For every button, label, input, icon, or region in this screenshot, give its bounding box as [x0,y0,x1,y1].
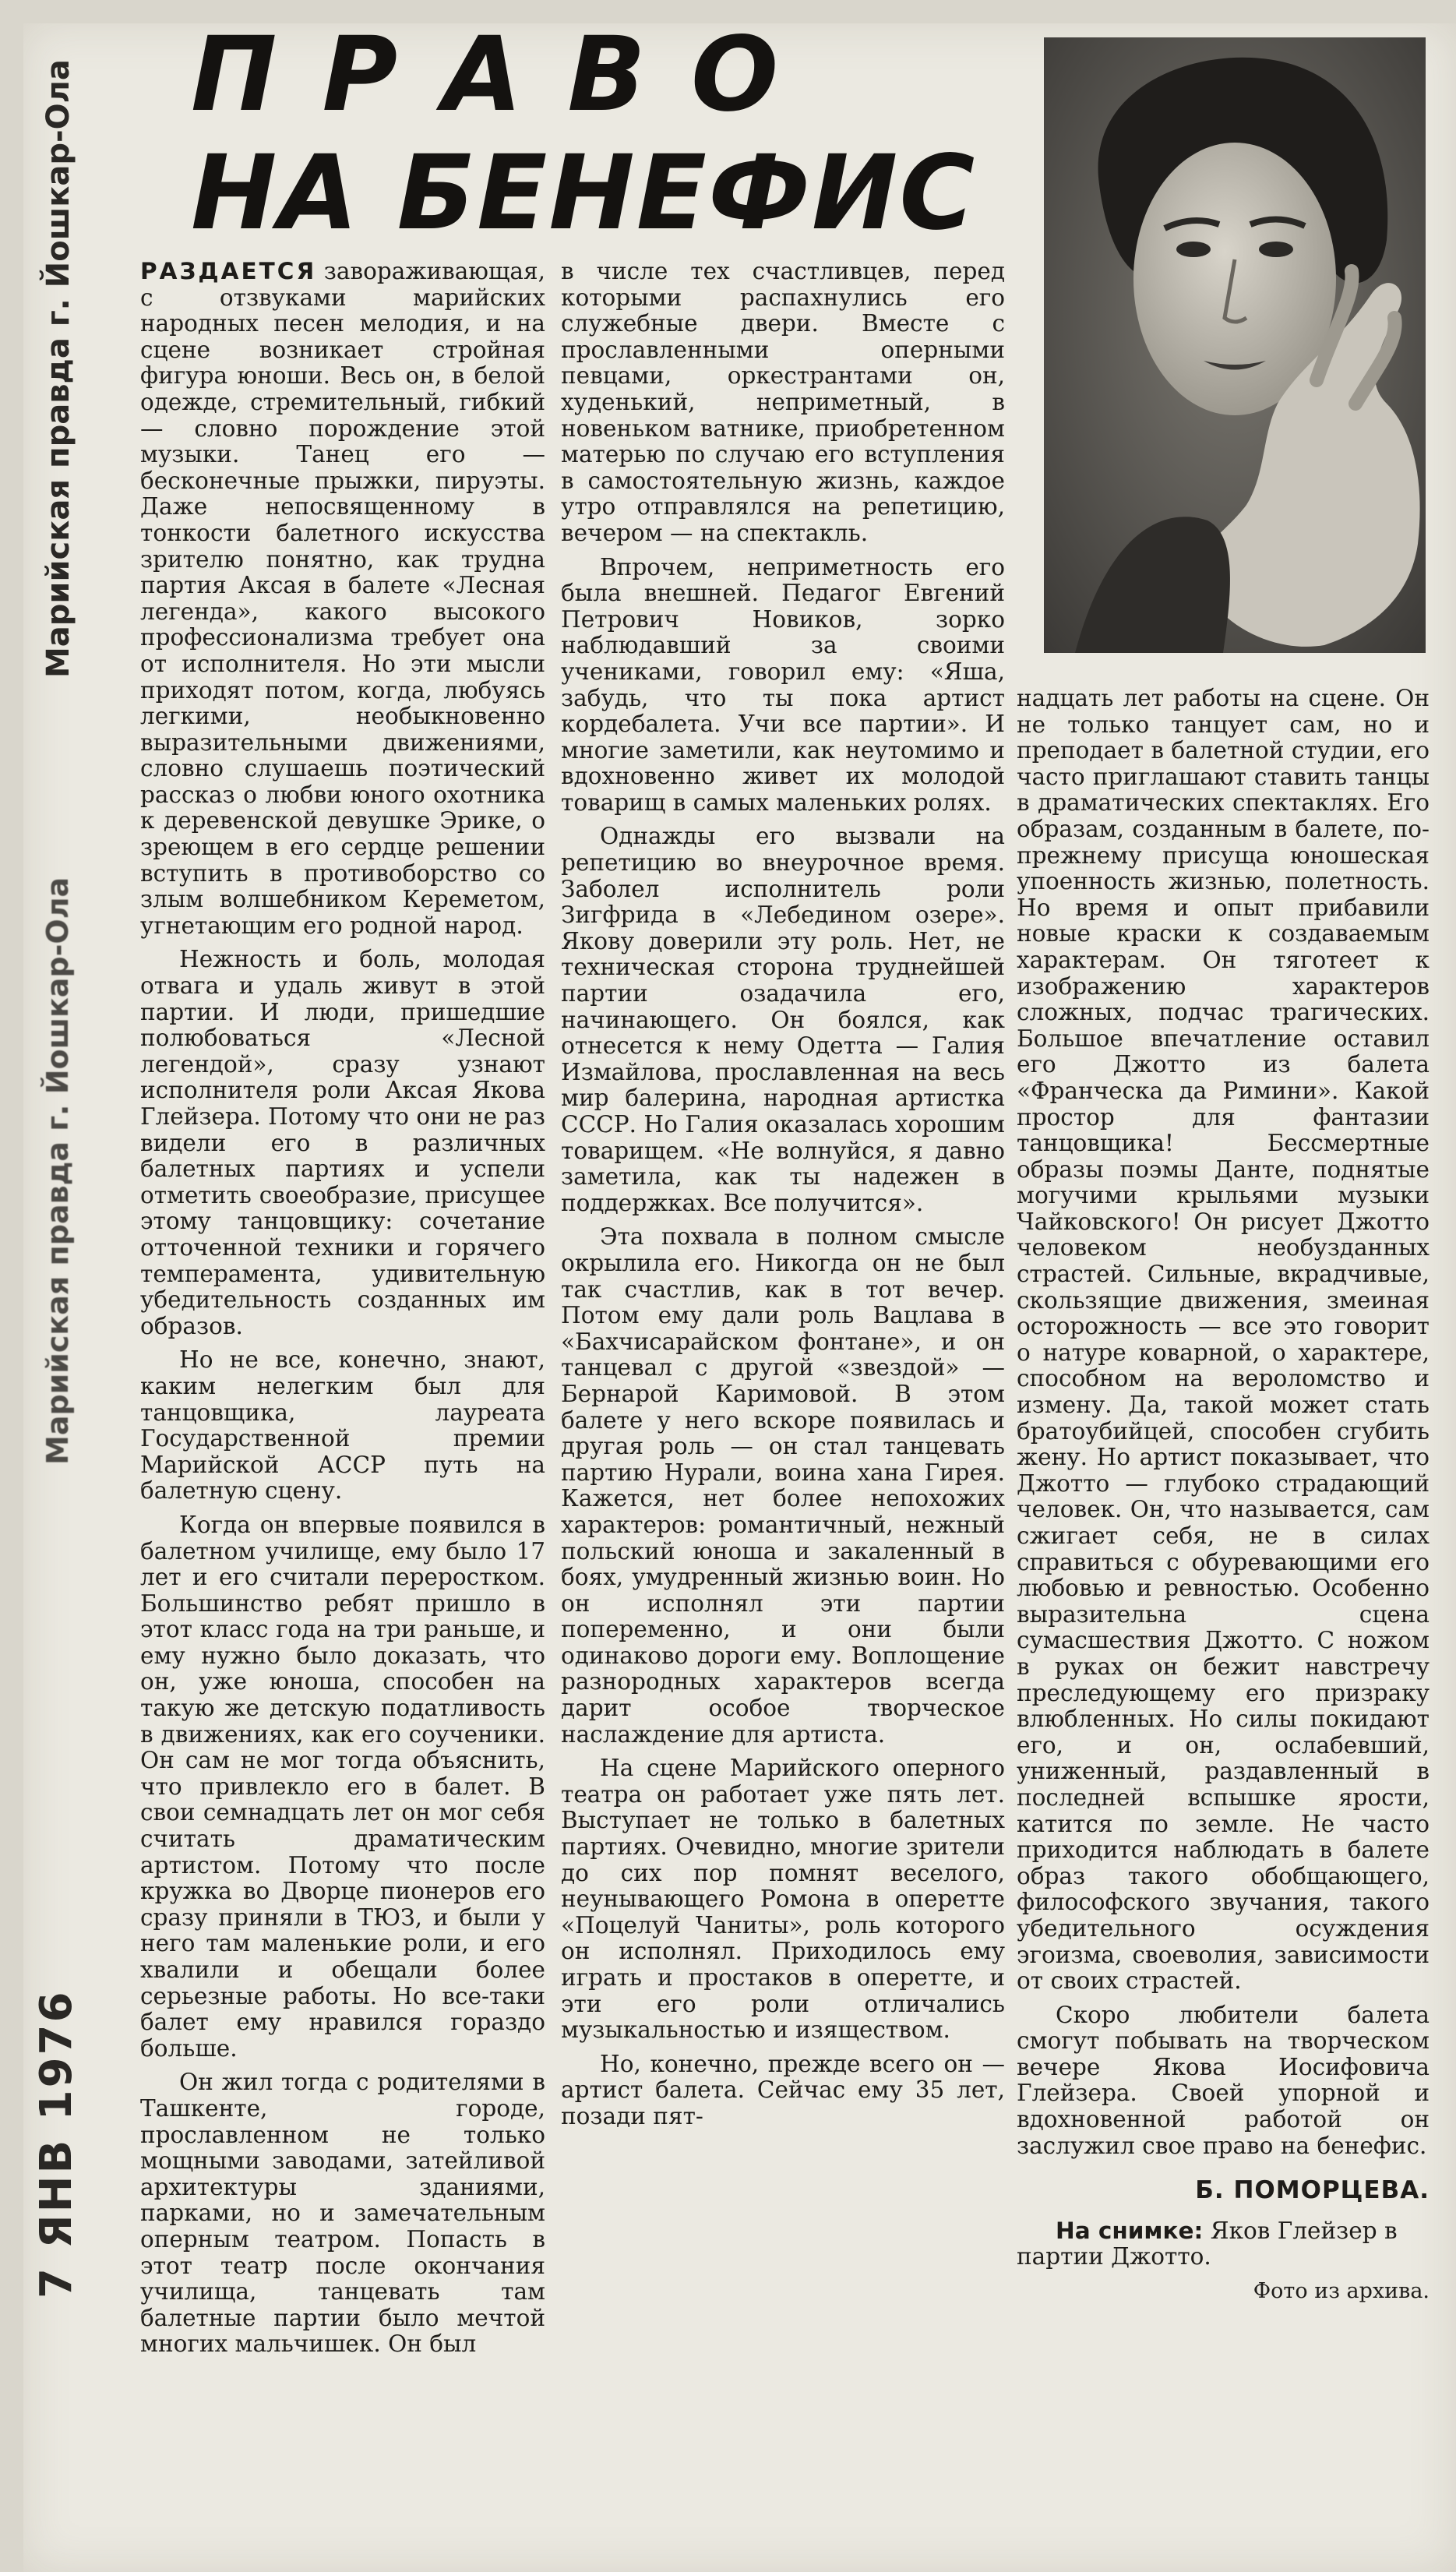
paragraph: РАЗДАЕТСЯ завораживающая, с отзвуками марийских народных песен мелодия, и на сцене возникает стройная фигура юноши. Весь он, в белой одежде, стремительный, гибкий — словно порождение этой музыки. Танец его — бесконечные прыжки, пируэты. Даже непосвященному в тонкости балетного искусства зрителю понятно, как трудна партия Аксая в балете «Лесная легенда», какого высокого профессионализма требует она от исполнителя. Но эти мысли приходят потом, когда, любуясь легкими, необыкновенно выразительными движениями, словно слушаешь поэтический рассказ о любви юного охотника к деревенской девушке Эрике, о зреющем в его сердце решении вступить в противоборство со злым волшебником Кереметом, угнетающим его родной народ. [140,258,545,939]
headline [191,16,976,252]
newspaper-name-note: Марийская правда г. Йошкар-Ола [41,59,76,678]
paragraph: надцать лет работы на сцене. Он не только танцует сам, но и преподает в балетной студии, его часто приглашают ставить танцы в драматических спектаклях. Его образам, созданным в балете, по-прежнему присуща юношеская упоенность жизнью, полетность. Но время и опыт прибавили новые краски к создаваемым характерам. Он тяготеет к изображению характеров сложных, подчас трагических. Большое впечатление оставил его Джотто из балета «Франческа да Римини». Какой простор для фантазии танцовщика! Бессмертные образы поэмы Данте, поднятые могучими крыльями музыки Чайковского! Он рисует Джотто человеком необузданных страстей. Сильные, вкрадчивые, скользящие движения, змеиная осторожность — все это говорит о натуре коварной, о характере, способном на вероломство и измену. Да, такой может стать братоубийцей, способен сгубить жену. Но артист показывает, что Джотто — глубоко страдающий человек. Он, что называется, сам сжигает себя, не в силах справиться с обуревающими его любовью и ревностью. Особенно выразительна сцена сумасшествия Джотто. С ножом в руках он бежит навстречу преследующему его призраку влюбленных. Но силы покидают его, и он, ослабевший, униженный, раздавленный в последней вспышке ярости, катится по земле. Не часто приходится наблюдать в балете образ такого обобщающего, философского звучания, такого убедительного осуждения эгоизма, своеволия, зависимости от своих страстей. [1017,685,1430,1995]
headline-line-1: ПРАВО [191,15,824,135]
paragraph: На сцене Марийского оперного театра он работает уже пять лет. Выступает не только в балетных партиях. Очевидно, многие зрители до сих пор помнят веселого, неунывающего Ромона в оперетте «Поцелуй Чаниты», роль которого он исполнял. Приходилось ему играть и простаков в оперетте, и эти его роли отличались музыкальностью и изяществом. [561,1755,1005,2044]
article-column-1 [140,259,545,2366]
paragraph: в числе тех счастливцев, перед которыми распахнулись его служебные двери. Вместе с прославленными оперными певцами, оркестрантами он, худенький, неприметный, в новеньком ватнике, приобретенном матерью по случаю его вступления в самостоятельную жизнь, каждое утро отправлялся на репетицию, вечером — на спектакль. [561,258,1005,546]
paragraph: Эта похвала в полном смысле окрылила его. Никогда он не был так счастлив, как в тот вечер. Потом ему дали роль Вацлава в «Бахчисарайском фонтане», и он танцевал с другой «звездой» — Бернарой Каримовой. В этом балете у него вскоре появилась и другая роль — он стал танцевать партию Нурали, воина хана Гирея. Кажется, нет более непохожих характеров: романтичный, нежный польский юноша и закаленный в боях, умудренный жизнью воин. Но он исполнял эти партии попеременно, и они были одинаково дороги ему. Воплощение разнородных характеров всегда дарит особое творческое наслаждение для артиста. [561,1223,1005,1748]
article-column-2 [561,259,1005,2138]
paragraph: Он жил тогда с родителями в Ташкенте, городе, прославленном не только мощными заводами, затейливой архитектуры зданиями, парками, но и замечательным оперным театром. Попасть в этот театр после окончания училища, танцевать там балетные партии было мечтой многих мальчишек. Он был [140,2069,545,2358]
lead-word: РАЗДАЕТСЯ [140,258,317,284]
paragraph: Впрочем, неприметность его была внешней. Педагог Евгений Петрович Новиков, зорко наблюдавший за своими учениками, говорил ему: «Яша, забудь, что ты пока артист кордебалета. Учи все партии». И многие заметили, как неутомимо и вдохновенно живет их молодой товарищ в самых маленьких ролях. [561,553,1005,816]
caption-label: На снимке: [1056,2217,1204,2244]
caption-text: Яков Глейзер в партии Джотто. [1017,2217,1398,2270]
paragraph: Когда он впервые появился в балетном училище, ему было 17 лет и его считали переростком. Большинство ребят пришло в этот класс года на три раньше, и ему нужно было доказать, что он, уже юноша, способен на такую же детскую податливость в движениях, как его соученики. Он сам не мог тогда объяснить, что привлекло его в балет. В свои семнадцать лет он мог себя считать драматическим артистом. Потому что после кружка во Дворце пионеров его сразу приняли в ТЮЗ, и были у него там маленькие роли, и его хвалили и обещали более серьезные работы. Но все-таки балет ему нравился гораздо больше. [140,1511,545,2062]
newspaper-name-note-faded: Марийская правда г. Йошкар-Ола [41,877,75,1465]
portrait-photo [1044,37,1426,653]
article-column-3 [1017,686,1430,2313]
paragraph: Но не все, конечно, знают, каким нелегким был для танцовщика, лауреата Государственной премии Марийской АССР путь на балетную сцену. [140,1346,545,1505]
paragraph: Однажды его вызвали на репетицию во внеурочное время. Заболел исполнитель роли Зигфрида в «Лебедином озере». Якову доверили эту роль. Нет, не техническая сторона труднейшей партии озадачила его, начинающего. Он боялся, как отнесется к нему Одетта — Галия Измайлова, прославленная на весь мир балерина, народная артистка СССР. Но Галия оказалась хорошим товарищем. «Не волнуйся, я давно заметила, как ты надежен в поддержках. Все получится». [561,823,1005,1216]
paragraph: Скоро любители балета смогут побывать на творческом вечере Якова Иосифовича Глейзера. Своей упорной и вдохновенной работой он заслужил свое право на бенефис. [1017,2001,1430,2159]
photo-caption [1017,2218,1430,2270]
headline-line-2: НА БЕНЕФИС [191,133,977,253]
paragraph: Но, конечно, прежде всего он — артист балета. Сейчас ему 35 лет, позади пят- [561,2050,1005,2129]
date-stamp: 7 ЯНВ 1976 [31,1989,82,2299]
photo-credit: Фото из архива. [1253,2279,1430,2304]
paragraph: Нежность и боль, молодая отвага и удаль живут в этой партии. И люди, пришедшие полюбоваться «Лесной легендой», сразу узнают исполнителя роли Аксая Якова Глейзера. Потому что они не раз видели его в различных балетных партиях и успели отметить своеобразие, присущее этому танцовщику: сочетание отточенной техники и горячего темперамента, удивительную убедительность созданных им образов. [140,946,545,1339]
author-signature: Б. ПОМОРЦЕВА. [1195,2176,1430,2205]
portrait-image [1044,37,1426,653]
